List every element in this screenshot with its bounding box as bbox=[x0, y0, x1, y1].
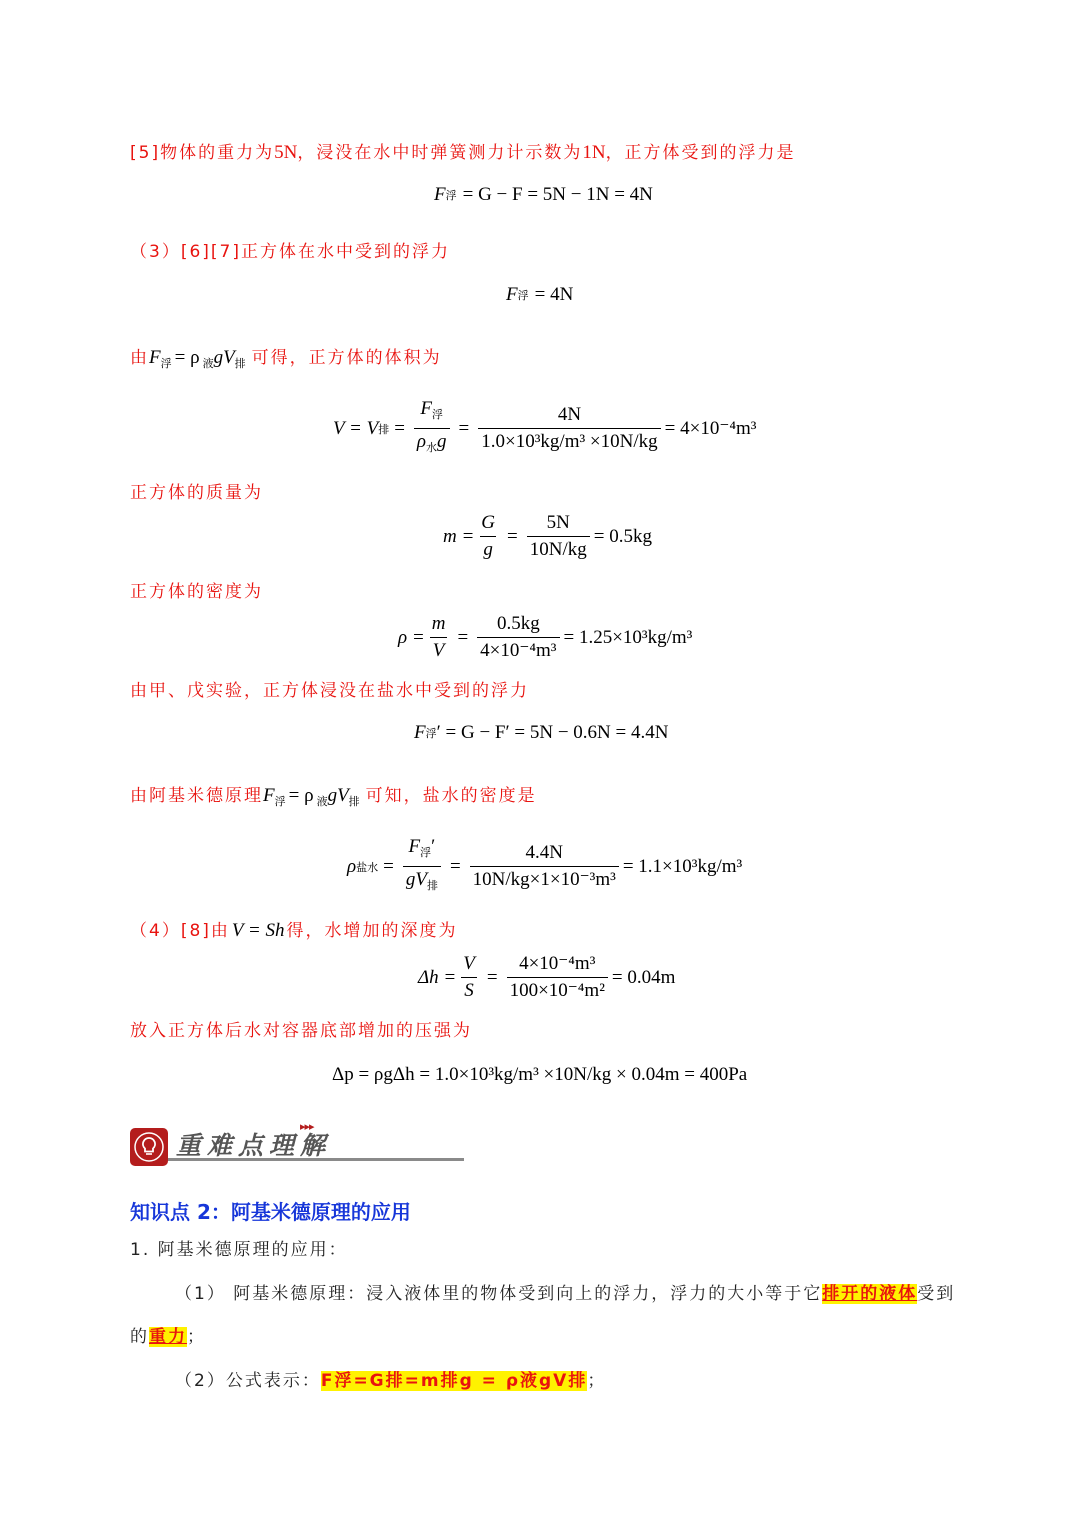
fraction-V-over-S: $\frac{V}{S}$ bbox=[463, 953, 475, 1001]
equation-saltwater-density: ρ 盐水 = $\frac{F_浮'}{gV_排}$ = $\frac{4.4N}{\text{10N/kg×1×10⁻³m³}}$ = 1.1×10³kg/m³ bbox=[347, 836, 742, 897]
lightbulb-icon bbox=[130, 1128, 168, 1166]
fraction-saltwater-value: $\frac{4.4N}{\text{10N/kg×1×10⁻³m³}}$ bbox=[470, 842, 619, 891]
equation-density: ρ = $\frac{m}{V}$ = $\frac{0.5kg}{\text{4×10⁻⁴m³}}$ = 1.25×10³kg/m³ bbox=[398, 613, 693, 661]
text-line-pressure: 放入正方体后水对容器底部增加的压强为 bbox=[130, 1021, 472, 1041]
equation-pressure: Δp = ρgΔh = 1.0×10³kg/m³ ×10N/kg × 0.04m = 400Pa bbox=[332, 1064, 748, 1085]
paragraph-principle-cont: 的重力； bbox=[130, 1327, 206, 1347]
text-line-archimedes: 由阿基米德原理$F_浮 = \rho$ $_液gV_排$ 可知，盐水的密度是 bbox=[130, 785, 537, 808]
text-line-density: 正方体的密度为 bbox=[130, 582, 263, 602]
equation-buoyancy-2: F 浮 = 4N bbox=[506, 284, 574, 305]
text-line-4: （4）[8]由 V = Sh 得，水增加的深度为 bbox=[130, 920, 458, 941]
banner-title: 重难点理解 bbox=[176, 1131, 332, 1160]
text-line-mass: 正方体的质量为 bbox=[130, 483, 263, 503]
fraction-depth-value: $\frac{\text{4×10⁻⁴m³}}{\text{100×10⁻⁴m²}}$ bbox=[507, 953, 608, 1002]
text-line-volume: 由$F_浮 = \rho$ $_液gV_排$ 可得，正方体的体积为 bbox=[130, 347, 442, 370]
equation-buoyancy-1: F 浮 = G − F = 5N − 1N = 4N bbox=[434, 184, 653, 205]
fraction-m-over-V: $\frac{m}{V}$ bbox=[431, 613, 446, 661]
triple-arrow-icon: ▸▸▸ bbox=[300, 1120, 314, 1133]
equation-mass: m = $\frac{G}{g}$ = $\frac{5N}{10N/kg}$ = 0.5kg bbox=[443, 512, 652, 560]
fraction-buoyancy-over-gV: $\frac{F_浮'}{gV_排}$ bbox=[403, 836, 441, 897]
fraction-density-value: $\frac{0.5kg}{\text{4×10⁻⁴m³}}$ bbox=[477, 613, 559, 662]
fraction-volume-value: $\frac{4N}{\text{1.0×10³kg/m³ ×10N/kg}}$ bbox=[478, 404, 660, 453]
paragraph-formula: （2）公式表示：F浮=G排=m排g = ρ液gV排； bbox=[175, 1371, 607, 1391]
equation-volume: V = V 排 = $\frac{F_浮}{\rho_水g}$ = $\frac{4N}{\text{1.0×10³kg/m³ ×10N/kg}}$ = 4×10⁻⁴m³ bbox=[333, 398, 756, 459]
fraction-buoyancy-over-density: $\frac{F_浮}{\rho_水g}$ bbox=[414, 398, 450, 459]
fraction-G-over-g: $\frac{G}{g}$ bbox=[481, 512, 496, 560]
text-line-saltwater: 由甲、戊实验，正方体浸没在盐水中受到的浮力 bbox=[130, 681, 529, 701]
knowledge-point-heading: 知识点 2：阿基米德原理的应用 bbox=[130, 1200, 411, 1224]
equation-depth: Δh = $\frac{V}{S}$ = $\frac{\text{4×10⁻⁴m³}}{\text{100×10⁻⁴m²}}$ = 0.04m bbox=[418, 953, 676, 1001]
equation-saltwater-buoyancy: F 浮 ′ = G − F′ = 5N − 0.6N = 4.4N bbox=[414, 722, 669, 743]
paragraph-principle: （1） 阿基米德原理：浸入液体里的物体受到向上的浮力，浮力的大小等于它排开的液体受到 bbox=[175, 1284, 956, 1304]
text-line-5: [5]物体的重力为5N，浸没在水中时弹簧测力计示数为1N，正方体受到的浮力是 bbox=[130, 142, 796, 163]
text-line-3: （3）[6][7]正方体在水中受到的浮力 bbox=[130, 242, 450, 262]
section-subtitle: 1. 阿基米德原理的应用： bbox=[130, 1240, 348, 1260]
section-banner bbox=[130, 1120, 335, 1168]
fraction-mass-value: $\frac{5N}{10N/kg}$ bbox=[527, 512, 590, 561]
